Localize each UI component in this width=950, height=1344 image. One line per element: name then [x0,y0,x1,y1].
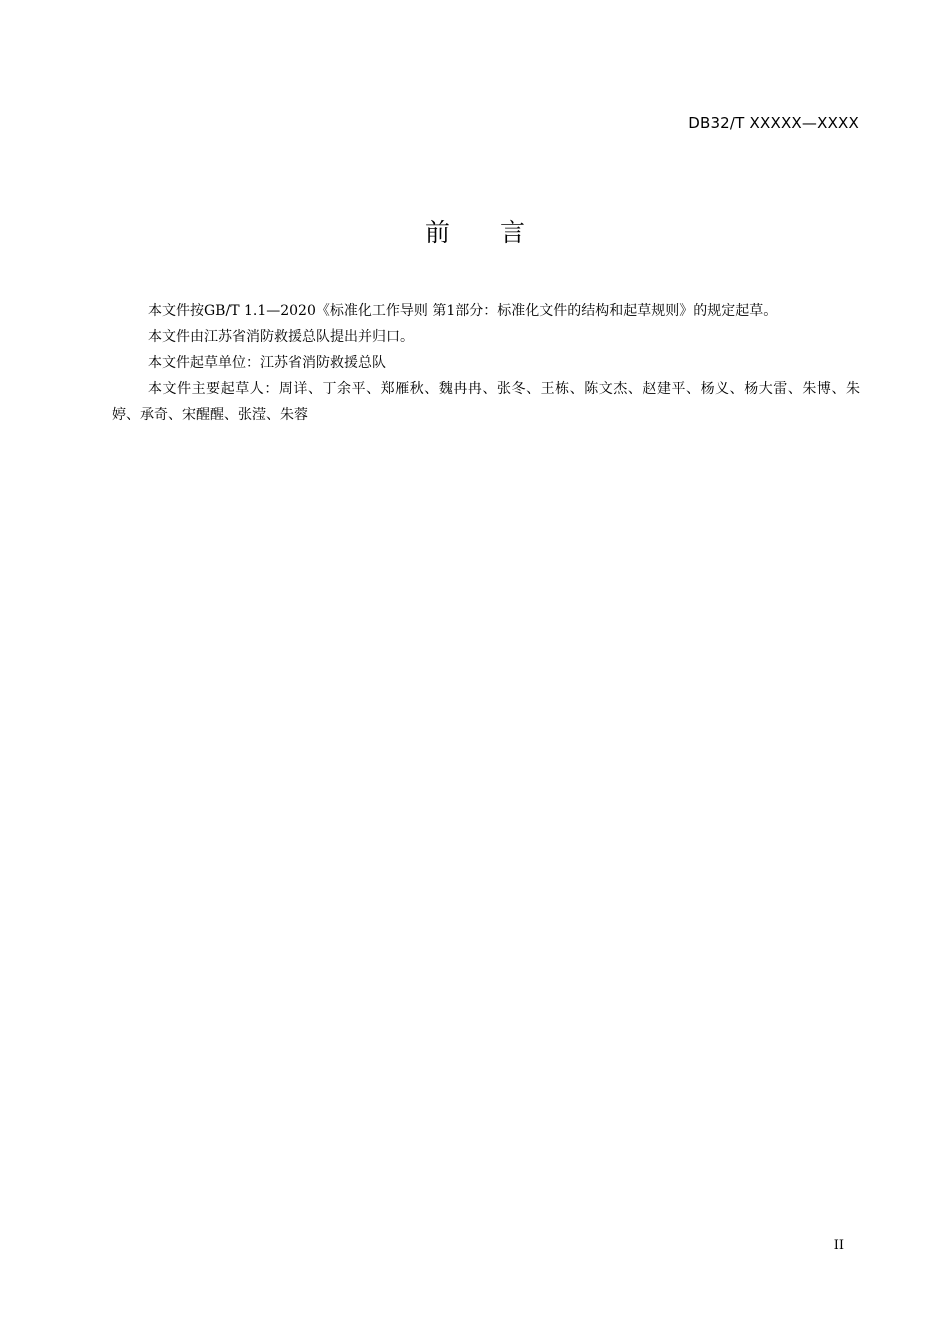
foreword-body [112,298,860,428]
paragraph-drafters: 本文件主要起草人：周详、丁余平、郑雁秋、魏冉冉、张冬、王栋、陈文杰、赵建平、杨义、杨大雷、朱博、朱婷、承奇、宋醒醒、张滢、朱蓉 [112,381,860,423]
paragraph-proposer: 本文件由江苏省消防救援总队提出并归口。 [148,329,414,345]
section-title: 前言 [424,218,575,247]
document-code: DB32/T XXXXX—XXXX [688,114,859,132]
paragraph-drafting-unit: 本文件起草单位：江苏省消防救援总队 [148,355,386,371]
paragraph-standard-basis: 本文件按GB/T 1.1—2020《标准化工作导则 第1部分：标准化文件的结构和起草规则》的规定起草。 [148,303,778,319]
page-number: II [833,1238,844,1253]
